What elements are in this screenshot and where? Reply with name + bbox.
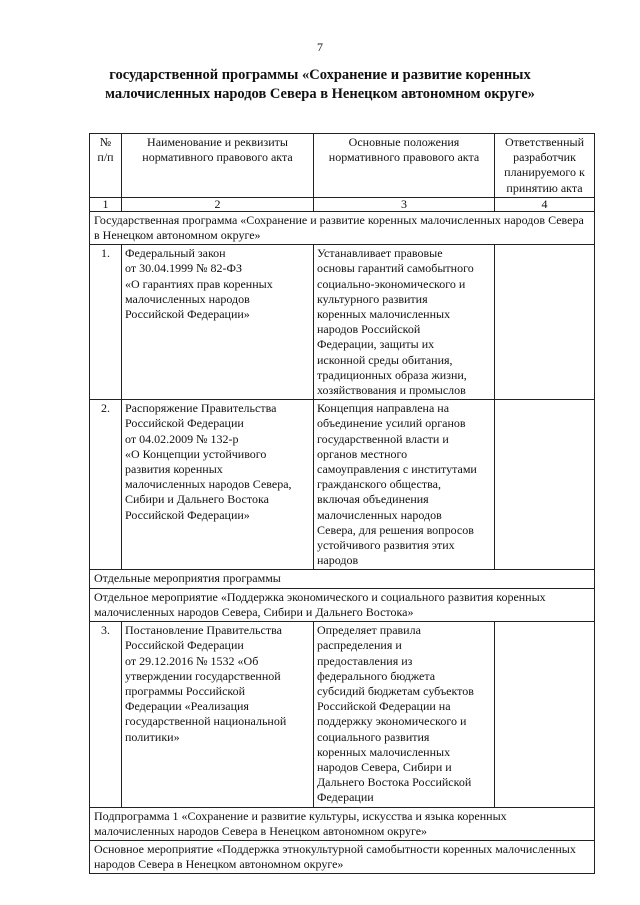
header-provisions: Основные положения нормативного правового акта: [314, 134, 495, 198]
table-row: [90, 245, 595, 400]
section-subprogram-text: Подпрограмма 1 «Сохранение и развитие культуры, искусства и языка коренных малочисленных народов Севера в Ненецком автономном округе»: [90, 807, 595, 840]
row-responsible: [495, 400, 595, 570]
section-row-main-event: [90, 840, 595, 873]
header-responsible: Ответственный разработчик планируемого к принятию акта: [495, 134, 595, 198]
section-program-text: Государственная программа «Сохранение и развитие коренных малочисленных народов Севера в Ненецком автономном округе»: [90, 211, 595, 244]
column-number-row: [90, 197, 595, 211]
row-act-name: Федеральный закон от 30.04.1999 № 82-ФЗ «О гарантиях прав коренных малочисленных народов Российской Федерации»: [122, 245, 314, 400]
column-number: 4: [495, 197, 595, 211]
row-provisions: Определяет правила распределения и предоставления из федерального бюджета субсидий бюджетам субъектов Российской Федерации на поддержку экономического и социального развития коренных малочисленных народов Севера, Сибири и Дальнего Востока Российской Федерации: [314, 622, 495, 807]
row-act-name: Распоряжение Правительства Российской Федерации от 04.02.2009 № 132-р «О Концепции устойчивого развития коренных малочисленных народов Севера, Сибири и Дальнего Востока Российской Федерации»: [122, 400, 314, 570]
row-act-name: Постановление Правительства Российской Федерации от 29.12.2016 № 1532 «Об утверждении государственной программы Российской Федерации «Реализация государственной национальной политики»: [122, 622, 314, 807]
row-provisions: Устанавливает правовые основы гарантий самобытного социально-экономического и культурного развития коренных малочисленных народов Российской Федерации, защиты их исконной среды обитания, традиционных образа жизни, хозяйствования и промыслов: [314, 245, 495, 400]
regulatory-acts-table: [89, 133, 595, 874]
row-provisions: Концепция направлена на объединение усилий органов государственной власти и органов местного самоуправления с институтами гражданского общества, включая объединения малочисленных народов Севера, для решения вопросов устойчивого развития этих народов: [314, 400, 495, 570]
section-main-event-text: Основное мероприятие «Поддержка этнокультурной самобытности коренных малочисленных народов Севера в Ненецком автономном округе»: [90, 840, 595, 873]
column-number: 2: [122, 197, 314, 211]
table-row: [90, 622, 595, 807]
table-row: [90, 400, 595, 570]
column-number: 1: [90, 197, 122, 211]
section-row-program: [90, 211, 595, 244]
section-separate-event-text: Отдельное мероприятие «Поддержка экономического и социального развития коренных малочисленных народов Севера, Сибири и Дальнего Востока»: [90, 588, 595, 621]
page-number: 7: [317, 40, 323, 54]
document-title: [60, 66, 580, 104]
row-responsible: [495, 245, 595, 400]
section-row-separate: [90, 570, 595, 588]
section-row-subprogram: [90, 807, 595, 840]
title-line-2: малочисленных народов Севера в Ненецком автономном округе»: [105, 86, 535, 102]
row-number: 2.: [90, 400, 122, 570]
section-separate-text: Отдельные мероприятия программы: [90, 570, 595, 588]
column-number: 3: [314, 197, 495, 211]
section-row-separate-event: [90, 588, 595, 621]
header-number: № п/п: [90, 134, 122, 198]
row-number: 1.: [90, 245, 122, 400]
row-responsible: [495, 622, 595, 807]
row-number: 3.: [90, 622, 122, 807]
table-header-row: [90, 134, 595, 198]
header-act-name: Наименование и реквизиты нормативного правового акта: [122, 134, 314, 198]
title-line-1: государственной программы «Сохранение и развитие коренных: [109, 67, 531, 83]
